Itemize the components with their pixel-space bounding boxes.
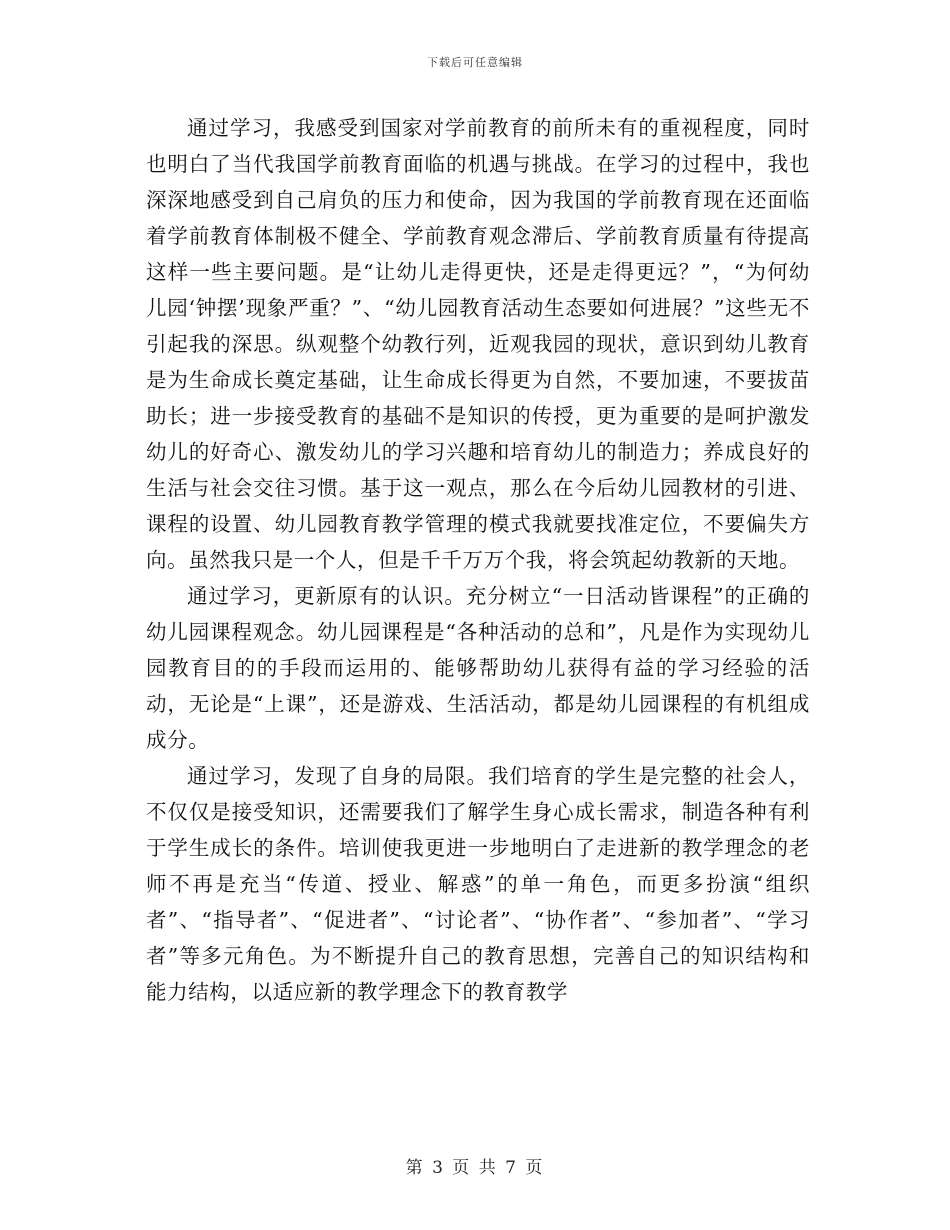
paragraph-2: 通过学习，更新原有的认识。充分树立“一日活动皆课程”的正确的幼儿园课程观念。幼儿园课程是“各种活动的总和”，凡是作为实现幼儿园教育目的的手段而运用的、能够帮助幼儿获得有益的学习经验的活动，无论是“上课”，还是游戏、生活活动，都是幼儿园课程的有机组成成分。: [146, 584, 810, 752]
document-body: [146, 110, 810, 1010]
page-footer: 第 3 页 共 7 页: [405, 1158, 545, 1178]
paragraph-1: 通过学习，我感受到国家对学前教育的前所未有的重视程度，同时也明白了当代我国学前教育面临的机遇与挑战。在学习的过程中，我也深深地感受到自己肩负的压力和使命，因为我国的学前教育现在还面临着学前教育体制极不健全、学前教育观念滞后、学前教育质量有待提高这样一些主要问题。是“让幼儿走得更快，还是走得更远？”，“为何幼儿园‘钟摆’现象严重？”、“幼儿园教育活动生态要如何进展？”这些无不引起我的深思。纵观整个幼教行列，近观我园的现状，意识到幼儿教育是为生命成长奠定基础，让生命成长得更为自然，不要加速，不要拔苗助长；进一步接受教育的基础不是知识的传授，更为重要的是呵护激发幼儿的好奇心、激发幼儿的学习兴趣和培育幼儿的制造力；养成良好的生活与社会交往习惯。基于这一观点，那么在今后幼儿园教材的引进、课程的设置、幼儿园教育教学管理的模式我就要找准定位，不要偏失方向。虽然我只是一个人，但是千千万万个我，将会筑起幼教新的天地。: [146, 116, 810, 572]
page-header: 下载后可任意编辑: [427, 56, 523, 69]
paragraph-3: 通过学习，发现了自身的局限。我们培育的学生是完整的社会人，不仅仅是接受知识，还需要我们了解学生身心成长需求，制造各种有利于学生成长的条件。培训使我更进一步地明白了走进新的教学理念的老师不再是充当“传道、授业、解惑”的单一角色，而更多扮演“组织者”、“指导者”、“促进者”、“讨论者”、“协作者”、“参加者”、“学习者”等多元角色。为不断提升自己的教育思想，完善自己的知识结构和能力结构，以适应新的教学理念下的教育教学: [146, 764, 810, 1004]
